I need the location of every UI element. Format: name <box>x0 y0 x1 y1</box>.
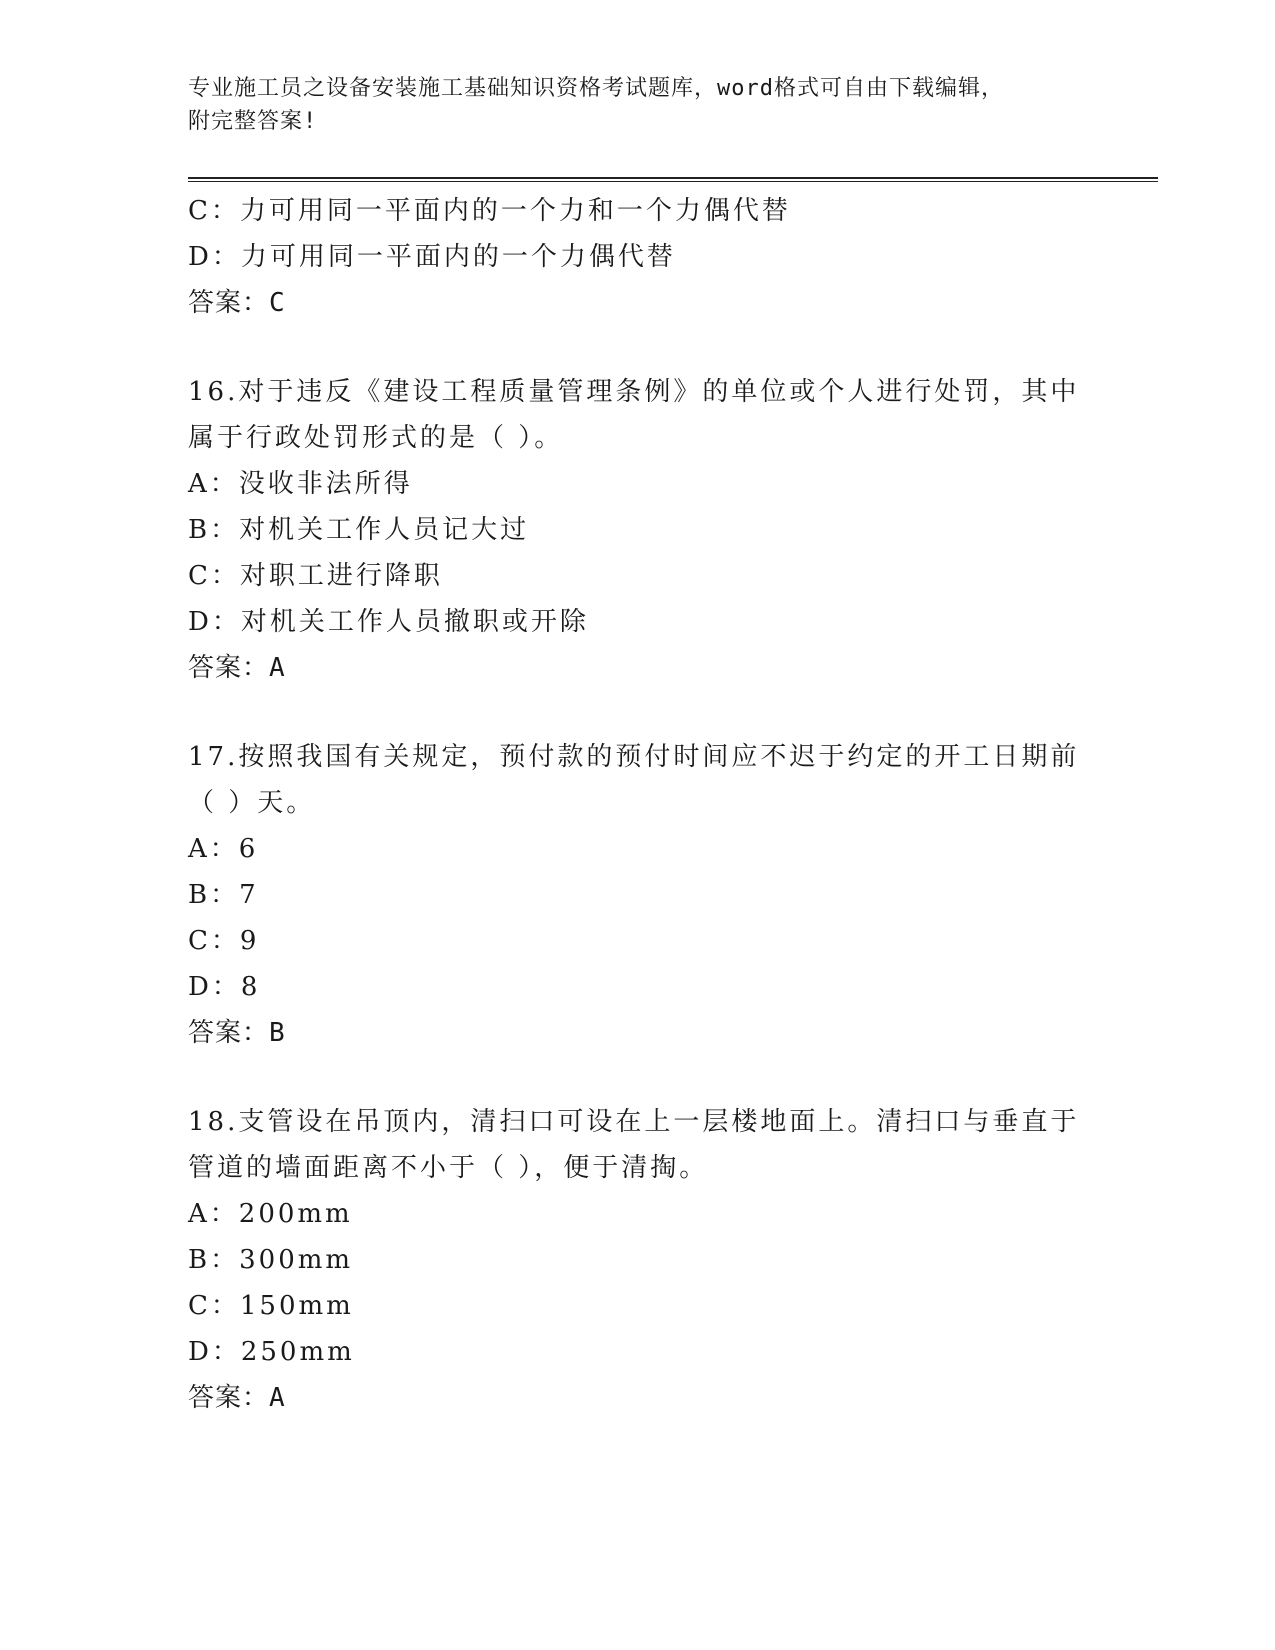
question-stem-line: 17.按照我国有关规定，预付款的预付时间应不迟于约定的开工日期前 <box>188 742 1080 772</box>
question-18 <box>188 1099 1158 1421</box>
option-d: D：250mm <box>188 1337 355 1367</box>
header-line-2: 附完整答案! <box>188 109 318 134</box>
option-d: D：对机关工作人员撤职或开除 <box>188 607 589 637</box>
option-a: A：没收非法所得 <box>188 469 413 499</box>
option-a: A：6 <box>188 834 259 864</box>
option-c: C：对职工进行降职 <box>188 561 443 591</box>
spacer <box>188 691 1158 734</box>
answer-line: 答案：C <box>188 288 286 318</box>
answer-line: 答案：A <box>188 1383 286 1413</box>
question-17 <box>188 734 1158 1056</box>
option-a: A：200mm <box>188 1199 353 1229</box>
option-b: B：300mm <box>188 1245 354 1275</box>
question-list <box>188 188 1158 1421</box>
question-stem-line: （ ）天。 <box>188 788 316 818</box>
question-stem-line: 18.支管设在吊顶内，清扫口可设在上一层楼地面上。清扫口与垂直于 <box>188 1107 1080 1137</box>
option-b: B：7 <box>188 880 259 910</box>
question-stem-line: 16.对于违反《建设工程质量管理条例》的单位或个人进行处罚，其中 <box>188 377 1080 407</box>
header-line-1: 专业施工员之设备安装施工基础知识资格考试题库，word格式可自由下载编辑， <box>188 76 1004 101</box>
answer-line: 答案：B <box>188 1018 286 1048</box>
option-c: C：9 <box>188 926 260 956</box>
option-c: C：150mm <box>188 1291 354 1321</box>
question-stem-line: 管道的墙面距离不小于（ ），便于清掏。 <box>188 1153 709 1183</box>
question-carryover <box>188 188 1158 326</box>
option-b: B：对机关工作人员记大过 <box>188 515 530 545</box>
question-16 <box>188 369 1158 691</box>
document-header <box>188 72 1088 138</box>
question-stem-line: 属于行政处罚形式的是（ ）。 <box>188 423 564 453</box>
option-c: C：力可用同一平面内的一个力和一个力偶代替 <box>188 196 791 226</box>
header-divider <box>188 177 1158 182</box>
option-d: D：力可用同一平面内的一个力偶代替 <box>188 242 676 272</box>
answer-line: 答案：A <box>188 653 286 683</box>
spacer <box>188 326 1158 369</box>
option-d: D：8 <box>188 972 261 1002</box>
spacer <box>188 1056 1158 1099</box>
